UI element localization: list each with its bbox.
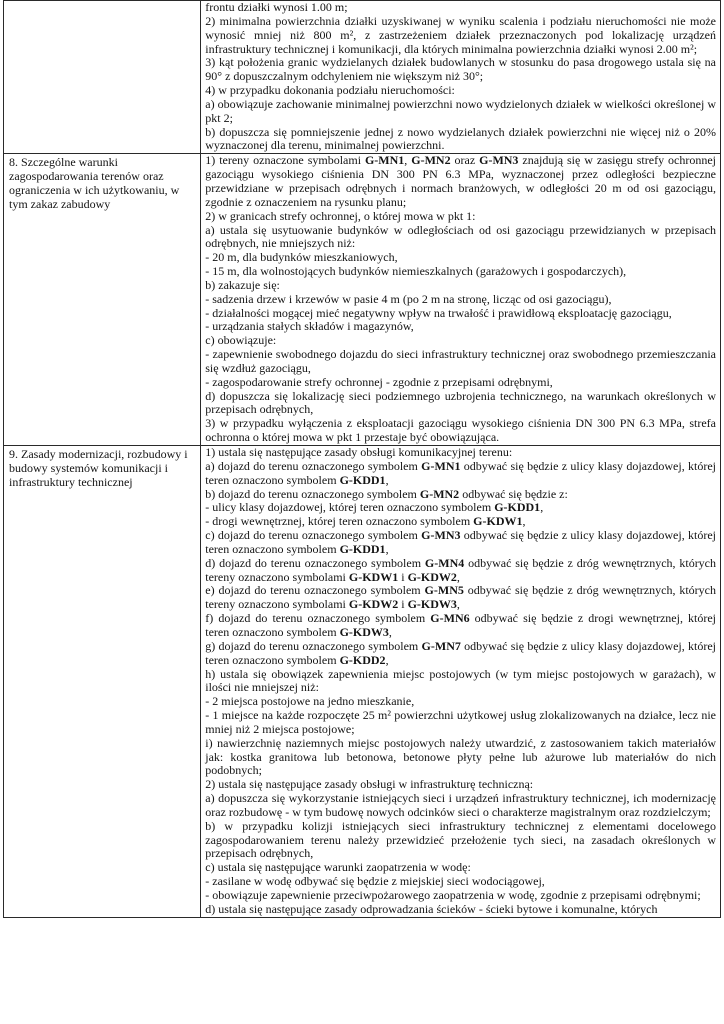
provision-line: - 2 miejsca postojowe na jedno mieszkanie, [205, 694, 415, 709]
provision-line: i) nawierzchnię naziemnych miejsc postojowych należy utwardzić, z zastosowaniem takich materiałów jak: kostka granitowa lub betonowa, betonowe płyty pełne lub ażurowe lub materiałów do nich podobnych; [205, 735, 716, 778]
provision-line: a) dopuszcza się wykorzystanie istniejących sieci i urządzeń infrastruktury technicznej, ich modernizację oraz rozbudowę - w tym budowę nowych odcinków sieci o charakterze magistralnym oraz rozdzielczym; [205, 791, 716, 819]
provision-line: frontu działki wynosi 1.00 m; [205, 0, 348, 14]
provision-line: - ulicy klasy dojazdowej, której teren oznaczono symbolem G-KDD1, [205, 500, 544, 515]
provision-line: g) dojazd do terenu oznaczonego symbolem G-MN7 odbywać się będzie z ulicy klasy dojazdowej, której teren oznaczono symbolem G-KDD2, [205, 638, 716, 667]
provision-line: 2) ustala się następujące zasady obsługi w infrastrukturę techniczną: [205, 777, 534, 792]
section-content [201, 1, 721, 154]
provision-line: - 20 m, dla budynków mieszkaniowych, [205, 250, 398, 265]
section-content [201, 154, 721, 446]
provision-line: 1) tereny oznaczone symbolami G-MN1, G-MN2 oraz G-MN3 znajdują się w zasięgu strefy ochronnej gazociągu wysokiego ciśnienia DN 300 PN 6.3 MPa, wyznaczonej przez odległości bezpieczne przewidziane w przepisach odrębnych i normach branżowych, w odległości 20 m od osi gazociągu, zgodnie z oznaczeniem na rysunku planu; [205, 153, 716, 209]
provision-line: h) ustala się obowiązek zapewnienia miejsc postojowych (w tym miejsc postojowych w garażach), w ilości nie mniejszej niż: [205, 666, 716, 695]
provision-line: - 1 miejsce na każde rozpoczęte 25 m² powierzchni użytkowej usług zlokalizowanych na działce, lecz nie mniej niż 2 miejsca postojowe; [205, 708, 716, 736]
provision-line: d) dopuszcza się lokalizację sieci podziemnego uzbrojenia technicznego, na warunkach określonych w przepisach odrębnych, [205, 388, 716, 417]
provision-line: b) dojazd do terenu oznaczonego symbolem G-MN2 odbywać się będzie z: [205, 486, 568, 501]
provision-line: 4) w przypadku dokonania podziału nieruchomości: [205, 83, 455, 98]
provision-line: e) dojazd do terenu oznaczonego symbolem G-MN5 odbywać się będzie z dróg wewnętrznych, których tereny oznaczono symbolami G-KDW2 i G-KDW3, [205, 583, 716, 612]
provision-line: - zapewnienie swobodnego dojazdu do sieci infrastruktury technicznej oraz swobodnego przemieszczania się wzdłuż gazociągu, [205, 347, 716, 375]
table-body [4, 1, 721, 918]
provision-line: b) zakazuje się: [205, 277, 280, 292]
document-page [3, 0, 721, 918]
provision-line: - drogi wewnętrznej, której teren oznaczono symbolem G-KDW1, [205, 514, 526, 529]
provision-line: - działalności mogącej mieć negatywny wpływ na trwałość i prawidłową eksploatację gazociągu, [205, 305, 672, 320]
provision-line: a) obowiązuje zachowanie minimalnej powierzchni nowo wydzielonych działek w wielkości określonej w pkt 2; [205, 96, 716, 125]
provision-line: - 15 m, dla wolnostojących budynków niemieszkalnych (garażowych i gospodarczych), [205, 264, 627, 279]
provision-line: - sadzenia drzew i krzewów w pasie 4 m (po 2 m na stronę, licząc od osi gazociągu), [205, 291, 612, 306]
provision-line: - obowiązuje zapewnienie przeciwpożarowego zaopatrzenia w wodę, zgodnie z przepisami odrębnymi; [205, 888, 701, 902]
section-label: 8. Szczególne warunki zagospodarowania terenów oraz ograniczenia w ich użytkowaniu, w tym zakaz zabudowy [4, 154, 201, 446]
provision-line: c) dojazd do terenu oznaczonego symbolem G-MN3 odbywać się będzie z ulicy klasy dojazdowej, której teren oznaczono symbolem G-KDD1, [205, 528, 717, 556]
section-label: 9. Zasady modernizacji, rozbudowy i budowy systemów komunikacji i infrastruktury technicznej [4, 446, 201, 918]
section-label [4, 1, 201, 154]
provision-line: - urządzania stałych składów i magazynów, [205, 319, 414, 334]
table-row [4, 154, 721, 446]
provision-line: f) dojazd do terenu oznaczonego symbolem G-MN6 odbywać się będzie z drogi wewnętrznej, której teren oznaczono symbolem G-KDW3, [205, 611, 716, 639]
provision-line: d) ustala się następujące zasady odprowadzania ścieków - ścieki bytowe i komunalne, których [205, 901, 658, 916]
provision-line: - zagospodarowanie strefy ochronnej - zgodnie z przepisami odrębnymi, [205, 374, 553, 389]
provision-line: 3) w przypadku wyłączenia z eksploatacji gazociągu wysokiego ciśnienia DN 300 PN 6.3 MPa, strefa ochronna o której mowa w pkt 1 przestaje być obowiązująca. [205, 416, 716, 445]
provision-line: d) dojazd do terenu oznaczonego symbolem G-MN4 odbywać się będzie z dróg wewnętrznych, których tereny oznaczono symbolami G-KDW1 i G-KDW2, [205, 555, 717, 584]
provision-line: a) ustala się usytuowanie budynków w odległościach od osi gazociągu przewidzianych w przepisach odrębnych, nie mniejszych niż: [205, 222, 716, 251]
section-content [201, 446, 721, 918]
table-row [4, 446, 721, 918]
provision-line: b) w przypadku kolizji istniejących sieci infrastruktury technicznej z elementami docelowego zagospodarowaniem terenu należy przewidzieć przełożenie tych sieci, na zasadach określonych w przepisach odrębnych, [205, 818, 716, 861]
provision-line: c) ustala się następujące warunki zaopatrzenia w wodę: [205, 860, 471, 875]
table-row [4, 1, 721, 154]
provision-line: 3) kąt położenia granic wydzielanych działek budowlanych w stosunku do pasa drogowego ustala się na 90° z dopuszczalnym odchyleniem nie większym niż 30°; [205, 55, 716, 84]
regulations-table [3, 0, 721, 918]
provision-line: b) dopuszcza się pomniejszenie jednej z nowo wydzielanych działek powierzchni nie więcej niż o 20% wyznaczonej dla terenu, minimalnej powierzchni. [205, 124, 716, 153]
provision-line: 1) ustala się następujące zasady obsługi komunikacyjnej terenu: [205, 445, 513, 459]
provision-line: 2) w granicach strefy ochronnej, o której mowa w pkt 1: [205, 208, 476, 223]
provision-line: a) dojazd do terenu oznaczonego symbolem G-MN1 odbywać się będzie z ulicy klasy dojazdowej, której teren oznaczono symbolem G-KDD1, [205, 458, 717, 487]
provision-line: 2) minimalna powierzchnia działki uzyskiwanej w wyniku scalenia i podziału nieruchomości nie może wynosić mniej niż 800 m², z zastrzeżeniem działek przeznaczonych pod lokalizację urządzeń infrastruktury technicznej i komunikacji, dla których minimalna powierzchnia działki wynosi 2.00 m²; [205, 13, 716, 56]
provision-line: - zasilane w wodę odbywać się będzie z miejskiej sieci wodociągowej, [205, 874, 545, 889]
provision-line: c) obowiązuje: [205, 333, 277, 348]
